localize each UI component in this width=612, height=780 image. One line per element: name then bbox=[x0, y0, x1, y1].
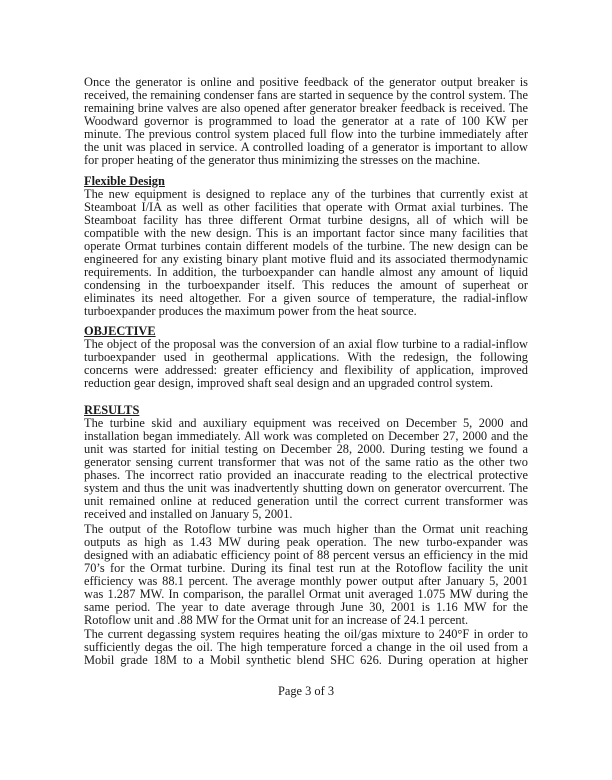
text-line: minute. The previous control system placed full flow into the turbine immediately after bbox=[84, 128, 528, 141]
text-line: outputs as high as 1.43 MW during peak operation. The new turbo-expander was bbox=[84, 536, 528, 549]
paragraph-flexible-design bbox=[84, 188, 528, 318]
paragraph-degassing bbox=[84, 628, 528, 667]
paragraph-results-output bbox=[84, 523, 528, 627]
text-line: designed with an adiabatic efficiency point of 88 percent versus an efficiency in the mid bbox=[84, 549, 528, 562]
text-line: Steamboat I/IA as well as other facilities that operate with Ormat axial turbines. The bbox=[84, 201, 528, 214]
text-line: received, the remaining condenser fans are started in sequence by the control system. The bbox=[84, 89, 528, 102]
text-line: generator sensing current transformer that was not of the same ratio as the other two bbox=[84, 456, 528, 469]
paragraph-objective bbox=[84, 338, 528, 390]
text-line: unit was started for initial testing on December 28, 2000. During testing we found a bbox=[84, 443, 528, 456]
text-line: compatible with the new design. This is an important factor since many facilities that bbox=[84, 227, 528, 240]
text-line: concerns were addressed: greater efficiency and flexibility of application, improved bbox=[84, 364, 528, 377]
text-line: for proper heating of the generator thus minimizing the stresses on the machine. bbox=[84, 154, 481, 167]
text-line: unit remained online at reduced generation until the correct current transformer was bbox=[84, 495, 528, 508]
text-line: The current degassing system requires heating the oil/gas mixture to 240°F in order to bbox=[84, 628, 528, 641]
text-line: phases. The incorrect ratio provided an inaccurate reading to the electrical protective bbox=[84, 469, 528, 482]
text-line: the unit was placed in service. A controlled loading of a generator is important to allow bbox=[84, 141, 528, 154]
text-line: same period. The year to date average through June 30, 2001 is 1.16 MW for the bbox=[84, 601, 528, 614]
text-line: turboexpander used in geothermal applications. With the redesign, the following bbox=[84, 351, 528, 364]
text-line: Woodward governor is programmed to load the generator at a rate of 100 KW per bbox=[84, 115, 528, 128]
text-line: sufficiently degas the oil. The high temperature forced a change in the oil used from a bbox=[84, 641, 528, 654]
text-line: 70’s for the Ormat turbine. During its final test run at the Rotoflow facility the unit bbox=[84, 562, 528, 575]
heading-flexible-design: Flexible Design bbox=[84, 174, 165, 188]
text-line: The output of the Rotoflow turbine was much higher than the Ormat unit reaching bbox=[84, 523, 528, 536]
text-line: turboexpander produces the maximum power from the heat source. bbox=[84, 305, 417, 318]
text-line: The object of the proposal was the conversion of an axial flow turbine to a radial-inflow bbox=[84, 338, 528, 351]
text-line: operate Ormat turbines contain different models of the turbine. The new design can be bbox=[84, 240, 528, 253]
heading-results: RESULTS bbox=[84, 403, 140, 417]
text-line: The turbine skid and auxiliary equipment was received on December 5, 2000 and bbox=[84, 417, 528, 430]
text-line: efficiency was 88.1 percent. The average monthly power output after January 5, 2001 bbox=[84, 575, 528, 588]
text-line: received and installed on January 5, 2001. bbox=[84, 508, 293, 521]
text-line: engineered for any existing binary plant motive fluid and its associated thermodynamic bbox=[84, 253, 528, 266]
paragraph-generator-loading bbox=[84, 76, 528, 167]
paragraph-results-installation bbox=[84, 417, 528, 521]
heading-objective: OBJECTIVE bbox=[84, 324, 156, 338]
text-line: Mobil grade 18M to a Mobil synthetic blend SHC 626. During operation at higher bbox=[84, 654, 528, 667]
text-line: Steamboat facility has three different Ormat turbine designs, all of which will be bbox=[84, 214, 528, 227]
text-line: requirements. In addition, the turboexpander can handle almost any amount of liquid bbox=[84, 266, 528, 279]
text-line: remaining brine valves are also opened after generator breaker feedback is received. The bbox=[84, 102, 528, 115]
text-line: eliminates its need altogether. For a given source of temperature, the radial-inflow bbox=[84, 292, 528, 305]
text-line: Once the generator is online and positive feedback of the generator output breaker is bbox=[84, 76, 528, 89]
page-number: Page 3 of 3 bbox=[277, 684, 335, 698]
text-line: Rotoflow unit and .88 MW for the Ormat unit for an increase of 24.1 percent. bbox=[84, 614, 469, 627]
text-line: condensing in the turboexpander itself. This reduces the amount of superheat or bbox=[84, 279, 528, 292]
text-line: The new equipment is designed to replace any of the turbines that currently exist at bbox=[84, 188, 528, 201]
text-line: system and thus the unit was inadvertently shutting down on generator overcurrent. The bbox=[84, 482, 528, 495]
text-line: was 1.287 MW. In comparison, the parallel Ormat unit averaged 1.075 MW during the bbox=[84, 588, 528, 601]
text-line: reduction gear design, improved shaft seal design and an upgraded control system. bbox=[84, 377, 494, 390]
text-line: installation began immediately. All work was completed on December 27, 2000 and the bbox=[84, 430, 528, 443]
